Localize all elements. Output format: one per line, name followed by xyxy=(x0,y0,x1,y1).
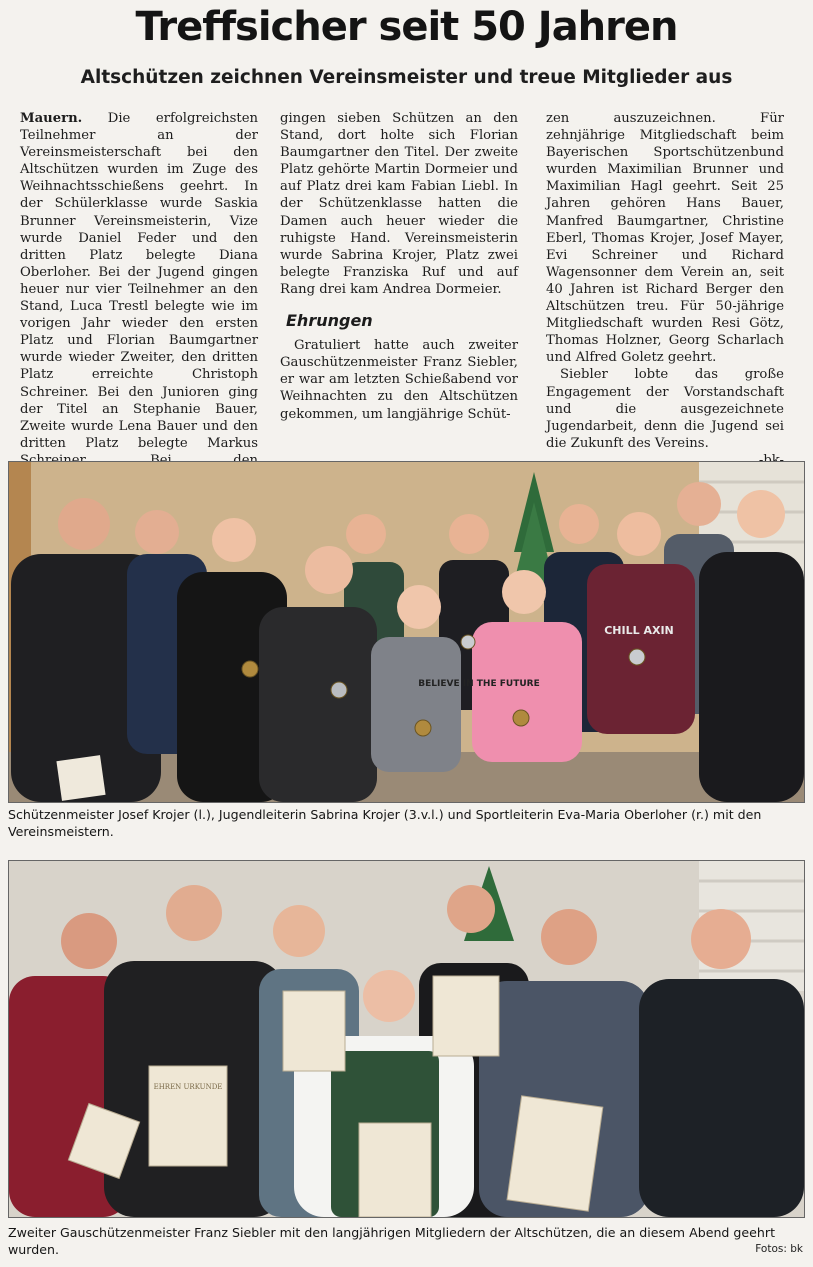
headline: Treffsicher seit 50 Jahren xyxy=(135,4,678,50)
section-subheading: Ehrungen xyxy=(286,311,373,331)
article-column-2 xyxy=(280,110,518,423)
column-3-text: zen auszuzeichnen. Für zehnjährige Mitgliedschaft beim Bayerischen Sportschützenbund wurden Maximilian Brunner und Maximilian Hagl geehrt. Seit 25 Jahren gehören Hans Bauer, Manfred Baumgartner, Christine Eberl, Thomas Krojer, Josef Mayer, Evi Schreiner und Richard Wagensonner dem Verein an, seit 40 Jahren ist Richard Berger den Altschützen treu. Für 50-jährige Mitgliedschaft wurden Resi Götz, Thomas Holzner, Georg Scharlach und Alfred Goletz geehrt. xyxy=(546,111,784,366)
dateline: Mauern. xyxy=(20,111,83,126)
photo-caption-2: Zweiter Gauschützenmeister Franz Siebler mit den langjährigen Mitgliedern der Altschützen, die an diesem Abend geehrt wurden. xyxy=(8,1225,776,1257)
column-1-text: Die erfolgreichsten Teilnehmer an der Vereinsmeisterschaft bei den Altschützen wurden im Zuge des Weihnachtsschießens geehrt. In der Schülerklasse wurde Saskia Brunner Vereinsmeisterin, Vize wurde Daniel Feder und den dritten Platz belegte Diana Oberloher. Bei der Jugend gingen heuer nur vier Teilnehmer an den Stand, Luca Trestl belegte wie im vorigen Jahr wieder den ersten Platz und Florian Baumgartner wurde wieder Zweiter, den dritten Platz erreichte Christoph Schreiner. Bei den Junioren ging der Titel an Stephanie Bauer, Zweite wurde Lena Bauer und den dritten Platz belegte Markus xyxy=(20,111,258,451)
article-column-3 xyxy=(546,110,784,469)
certificate-title: EHREN URKUNDE xyxy=(153,1083,223,1091)
photo-long-serving-members xyxy=(8,860,805,1218)
photo-credit: Fotos: bk xyxy=(755,1243,803,1255)
shirt-print-2: CHILL AXIN xyxy=(604,624,674,637)
column-2-text-continued: Gratuliert hatte auch zweiter Gauschützenmeister Franz Siebler, er war am letzten Schießabend vor Weihnachten zu den Altschützen gekommen, um langjährige Schüt- xyxy=(280,338,518,422)
shirt-print-1: BELIEVE IN THE FUTURE xyxy=(418,679,540,689)
subheadline: Altschützen zeichnen Vereinsmeister und treue Mitglieder aus xyxy=(80,67,733,88)
photo-club-champions xyxy=(8,461,805,803)
column-2-text: gingen sieben Schützen an den Stand, dort holte sich Florian Baumgartner den Titel. Der zweite Platz gehörte Martin Dormeier und auf Platz drei kam Fabian Liebl. In der Schützenklasse hatten die Damen auch heuer wieder die ruhigste Hand. Vereinsmeisterin wurde Sabrina Krojer, Platz zwei belegte Franziska Ruf und auf Rang drei kam Andrea Dormeier. xyxy=(280,111,518,297)
column-3-text-continued: Siebler lobte das große Engagement der Vorstandschaft und die ausgezeichnete Jugendarbeit, denn die Jugend sei die Zukunft des Vereins. xyxy=(546,367,784,451)
photo-caption-1: Schützenmeister Josef Krojer (l.), Jugendleiterin Sabrina Krojer (3.v.l.) und Sportleiterin Eva-Maria Oberloher (r.) mit den Vereinsmeistern. xyxy=(8,807,762,839)
article-column-1 xyxy=(20,110,258,486)
